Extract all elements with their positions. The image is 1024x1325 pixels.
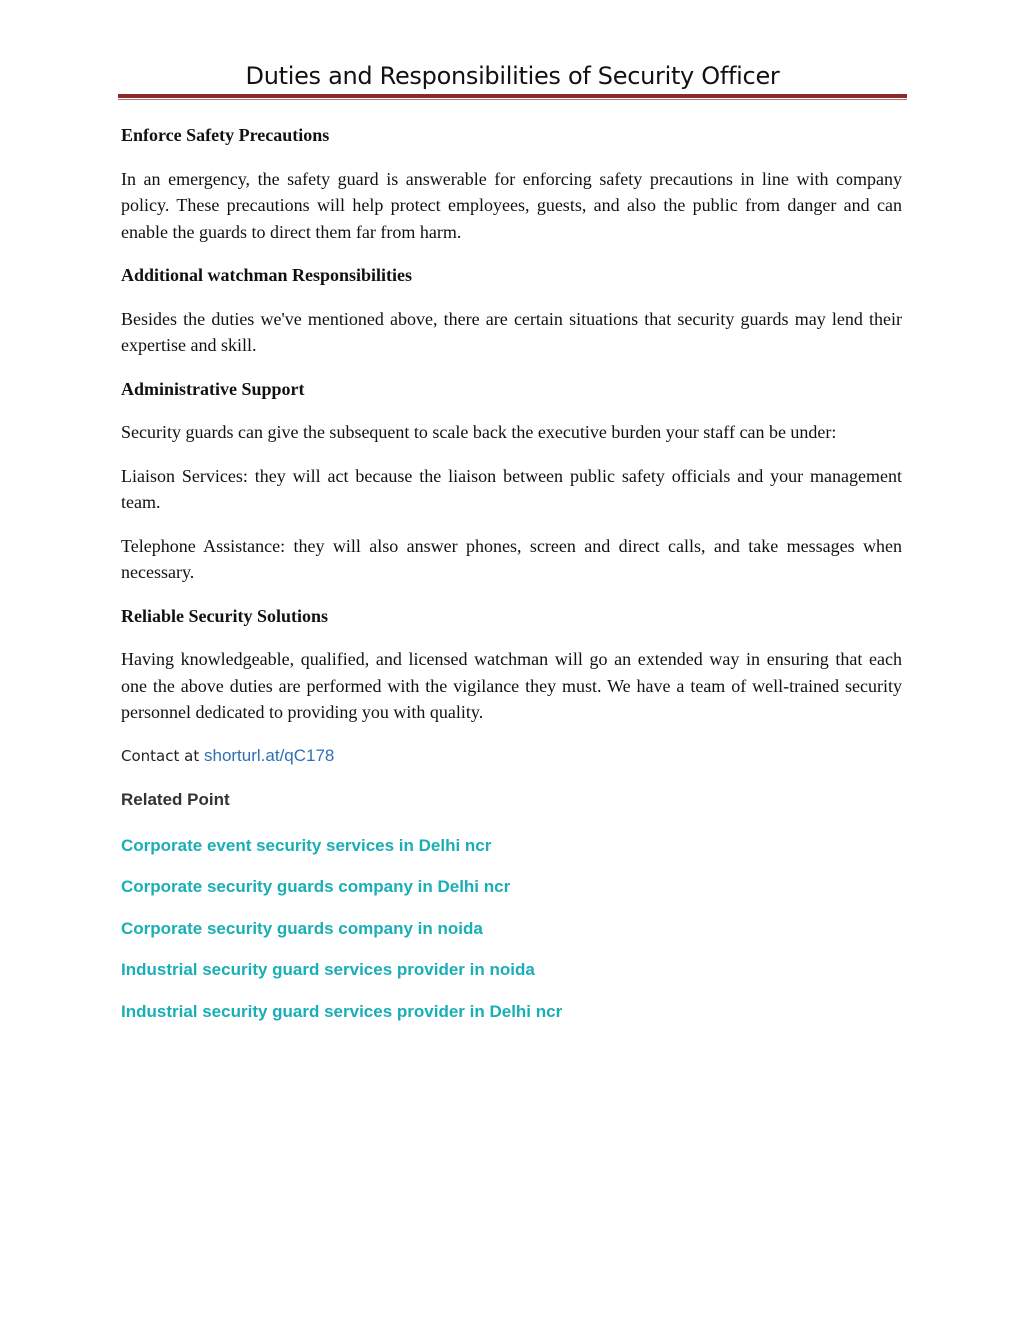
section-heading: Reliable Security Solutions xyxy=(121,605,329,626)
contact-label: Contact at xyxy=(121,746,200,765)
section-paragraph: Telephone Assistance: they will also answer phones, screen and direct calls, and take messages when necessary. xyxy=(121,535,902,582)
related-link[interactable]: Industrial security guard services provider in noida xyxy=(121,960,535,979)
list-item xyxy=(121,873,902,901)
section-heading: Additional watchman Responsibilities xyxy=(121,265,413,285)
list-item xyxy=(121,956,902,984)
section-additional-responsibilities xyxy=(121,262,902,359)
section-paragraph: Besides the duties we've mentioned above, there are certain situations that security guards may lend their expertise and skill. xyxy=(121,308,902,355)
related-link[interactable]: Corporate security guards company in noida xyxy=(121,918,483,938)
related-links-list xyxy=(121,832,902,1026)
header-divider xyxy=(118,94,907,100)
section-enforce-safety xyxy=(121,122,902,245)
section-paragraph: Having knowledgeable, qualified, and licensed watchman will go an extended way in ensuring that each one the above duties are performed with the vigilance they must. We have a team of well-trained security personnel dedicated to providing you with quality. xyxy=(121,649,902,722)
list-item xyxy=(121,998,902,1026)
section-heading: Administrative Support xyxy=(121,378,305,399)
list-item xyxy=(121,915,902,943)
section-administrative-support xyxy=(121,376,902,586)
contact-line xyxy=(121,743,902,770)
contact-link[interactable]: shorturl.at/qC178 xyxy=(203,745,335,765)
related-title: Related Point xyxy=(121,790,230,809)
related-link[interactable]: Industrial security guard services provider in Delhi ncr xyxy=(121,1001,563,1021)
header-divider-thick xyxy=(118,94,907,98)
header-divider-thin xyxy=(118,99,907,100)
section-paragraph: Security guards can give the subsequent to scale back the executive burden your staff can be under: xyxy=(121,422,837,442)
list-item xyxy=(121,832,902,860)
page-title: Duties and Responsibilities of Security Officer xyxy=(245,62,780,90)
section-heading: Enforce Safety Precautions xyxy=(121,125,330,145)
related-link[interactable]: Corporate security guards company in Delhi ncr xyxy=(121,877,511,896)
section-paragraph: In an emergency, the safety guard is answerable for enforcing safety precautions in line with company policy. These precautions will help protect employees, guests, and also the public from danger and can enable the guards to direct them far from harm. xyxy=(121,168,902,242)
page-header xyxy=(118,58,907,94)
related-link[interactable]: Corporate event security services in Delhi ncr xyxy=(121,835,492,855)
document-body xyxy=(121,122,902,1039)
section-paragraph: Liaison Services: they will act because the liaison between public safety officials and your management team. xyxy=(121,465,902,512)
section-reliable-security xyxy=(121,603,902,726)
